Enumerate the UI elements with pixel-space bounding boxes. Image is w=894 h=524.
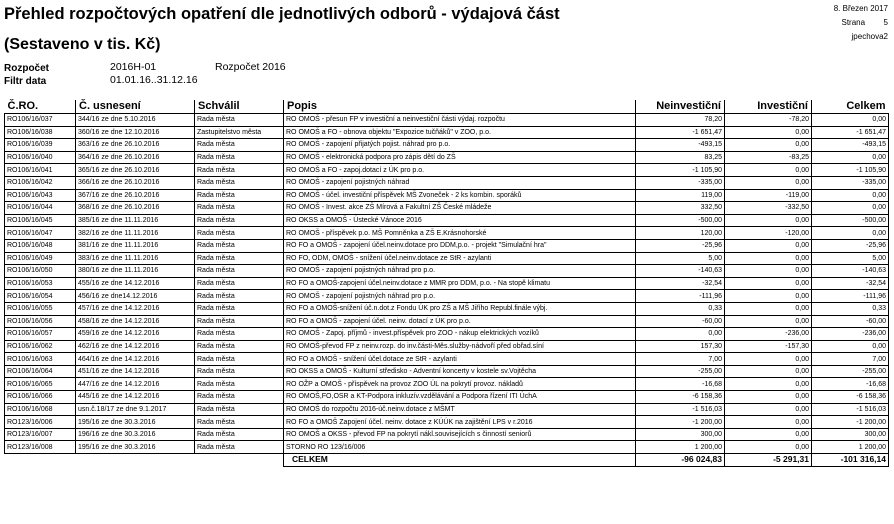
cell-noninvestment: -335,00 [636,176,725,189]
cell-resolution: 464/16 ze dne 14.12.2016 [76,353,195,366]
cell-total: -1 105,90 [812,164,889,177]
cell-ro-number: RO106/16/068 [5,403,76,416]
cell-ro-number: RO106/16/037 [5,114,76,127]
cell-investment: 0,00 [725,315,812,328]
budget-code: 2016H-01 [110,61,157,73]
cell-resolution: 364/16 ze dne 26.10.2016 [76,151,195,164]
cell-ro-number: RO106/16/044 [5,202,76,215]
cell-approved-by: Rada města [195,277,284,290]
report-user: jpechova2 [851,32,888,41]
total-row [5,454,889,467]
cell-approved-by: Rada města [195,151,284,164]
cell-description: RO OMOŠ a FO - zapoj.dotací z ÚK pro p.o. [284,164,636,177]
cell-approved-by: Rada města [195,315,284,328]
cell-ro-number: RO106/16/065 [5,378,76,391]
cell-approved-by: Rada města [195,328,284,341]
cell-approved-by: Rada města [195,290,284,303]
cell-noninvestment: 1 200,00 [636,441,725,454]
cell-total: -493,15 [812,139,889,152]
cell-description: RO OMOŠ - Zapoj. příjmů - invest.příspěvek pro ZOO - nákup elektrických vozíků [284,328,636,341]
cell-description: RO OMOŠ,FO,OSR a KT-Podpora inkluzív.vzdělávání a Podpora řízení ITI ÚchA [284,391,636,404]
cell-approved-by: Rada města [195,114,284,127]
table-body [5,114,889,467]
cell-approved-by: Rada města [195,164,284,177]
cell-description: RO FO a OMOŠ - snížení účel.dotace ze StR - azylanti [284,353,636,366]
cell-noninvestment: 157,30 [636,340,725,353]
cell-resolution: 382/16 ze dne 11.11.2016 [76,227,195,240]
cell-investment: 0,00 [725,391,812,404]
cell-description: RO OMOŠ - zapojení pojistných náhrad pro p.o. [284,290,636,303]
cell-investment: 0,00 [725,139,812,152]
cell-approved-by: Rada města [195,302,284,315]
cell-description: RO OKSS a OMOŠ - Ústecké Vánoce 2016 [284,214,636,227]
cell-ro-number: RO106/16/048 [5,239,76,252]
cell-resolution: 366/16 ze dne 26.10.2016 [76,176,195,189]
cell-resolution: 457/16 ze dne 14.12.2016 [76,302,195,315]
cell-approved-by: Rada města [195,252,284,265]
table-row [5,378,889,391]
table-row [5,441,889,454]
cell-investment: 0,00 [725,252,812,265]
cell-description: RO OMOŠ - účel. investiční příspěvek MŠ Zvoneček - 2 ks kombin. sporáků [284,189,636,202]
cell-noninvestment: -255,00 [636,365,725,378]
cell-total: -32,54 [812,277,889,290]
cell-ro-number: RO106/16/055 [5,302,76,315]
table-row [5,176,889,189]
table-row [5,302,889,315]
cell-ro-number: RO106/16/049 [5,252,76,265]
cell-description: RO OMOŠ - zapojení pojistných náhrad pro p.o. [284,265,636,278]
cell-description: RO OMOŠ-převod FP z neinv.rozp. do inv.části-Měs.služby-nádvoří před obřad.síní [284,340,636,353]
cell-noninvestment: -25,96 [636,239,725,252]
cell-noninvestment: -16,68 [636,378,725,391]
cell-ro-number: RO106/16/039 [5,139,76,152]
cell-resolution: 380/16 ze dne 11.11.2016 [76,265,195,278]
cell-description: RO OMOŠ - zapojení pojistných náhrad [284,176,636,189]
cell-investment: 0,00 [725,416,812,429]
report-date: 8. Březen 2017 [833,4,888,13]
cell-resolution: 195/16 ze dne 30.3.2016 [76,416,195,429]
cell-noninvestment: 300,00 [636,428,725,441]
cell-noninvestment: 5,00 [636,252,725,265]
budget-name: Rozpočet 2016 [215,61,286,73]
cell-noninvestment: 0,33 [636,302,725,315]
cell-noninvestment: 119,00 [636,189,725,202]
cell-description: RO OMOŠ - Invest. akce ZŠ Mírová a Fakultní ZŠ České mládeže [284,202,636,215]
col-header-description: Popis [284,100,636,114]
table-row [5,403,889,416]
cell-approved-by: Rada města [195,214,284,227]
cell-investment: 0,00 [725,214,812,227]
cell-noninvestment: -1 651,47 [636,126,725,139]
cell-investment: -120,00 [725,227,812,240]
cell-noninvestment: -111,96 [636,290,725,303]
cell-total: -6 158,36 [812,391,889,404]
cell-ro-number: RO123/16/008 [5,441,76,454]
cell-resolution: 456/16 ze dne14.12.2016 [76,290,195,303]
table-row [5,252,889,265]
table-row [5,164,889,177]
cell-approved-by: Rada města [195,340,284,353]
table-row [5,227,889,240]
total-spacer [76,454,195,467]
filter-label: Filtr data [4,76,47,87]
cell-total: -60,00 [812,315,889,328]
cell-noninvestment: -140,63 [636,265,725,278]
cell-investment: 0,00 [725,126,812,139]
cell-total: -500,00 [812,214,889,227]
cell-noninvestment: -32,54 [636,277,725,290]
cell-description: RO FO a OMOŠ-zapojení účel.neinv.dotace z MMR pro DDM, p.o. - Na stopě klimatu [284,277,636,290]
cell-total: -25,96 [812,239,889,252]
cell-resolution: 385/16 ze dne 11.11.2016 [76,214,195,227]
cell-ro-number: RO106/16/040 [5,151,76,164]
cell-total: -140,63 [812,265,889,278]
cell-ro-number: RO106/16/057 [5,328,76,341]
cell-resolution: 451/16 ze dne 14.12.2016 [76,365,195,378]
cell-ro-number: RO106/16/054 [5,290,76,303]
cell-investment: 0,00 [725,277,812,290]
cell-noninvestment: 332,50 [636,202,725,215]
cell-approved-by: Rada města [195,428,284,441]
cell-total: -335,00 [812,176,889,189]
table-row [5,315,889,328]
cell-total: 5,00 [812,252,889,265]
cell-description: RO OŽP a OMOŠ - příspěvek na provoz ZOO ÚL na pokrytí provoz. nákladů [284,378,636,391]
cell-noninvestment: 120,00 [636,227,725,240]
cell-total: -1 516,03 [812,403,889,416]
total-noninvestment: -96 024,83 [636,454,725,467]
cell-resolution: 196/16 ze dne 30.3.2016 [76,428,195,441]
cell-investment: 0,00 [725,428,812,441]
cell-noninvestment: -1 516,03 [636,403,725,416]
table-row [5,202,889,215]
cell-resolution: 445/16 ze dne 14.12.2016 [76,391,195,404]
budget-measures-table [4,100,889,467]
table-row [5,290,889,303]
cell-noninvestment: 78,20 [636,114,725,127]
cell-description: RO OMOŠ - zapojení přijatých pojist. náhrad pro p.o. [284,139,636,152]
cell-ro-number: RO106/16/045 [5,214,76,227]
cell-total: 0,33 [812,302,889,315]
cell-total: 0,00 [812,340,889,353]
cell-description: RO OMOŠ - příspěvek p.o. MŠ Pomněnka a ZŠ E.Krásnohorské [284,227,636,240]
page-subtitle: (Sestaveno v tis. Kč) [4,36,161,53]
total-sum: -101 316,14 [812,454,889,467]
cell-resolution: 360/16 ze dne 12.10.2016 [76,126,195,139]
cell-total: 0,00 [812,189,889,202]
cell-total: -1 651,47 [812,126,889,139]
cell-investment: -332,50 [725,202,812,215]
cell-noninvestment: -1 105,90 [636,164,725,177]
cell-total: 300,00 [812,428,889,441]
cell-ro-number: RO106/16/042 [5,176,76,189]
col-header-investment: Investiční [725,100,812,114]
cell-investment: -78,20 [725,114,812,127]
cell-description: RO FO a OMOŠ-snížení úč.n.dot.z Fondu ÚK pro ZŠ a MŠ Jiřího Republ.finále výbj. [284,302,636,315]
cell-resolution: usn.č.18/17 ze dne 9.1.2017 [76,403,195,416]
cell-description: RO OMOŠ do rozpočtu 2016-úč.neinv.dotace z MŠMT [284,403,636,416]
cell-approved-by: Rada města [195,176,284,189]
table-row [5,214,889,227]
cell-approved-by: Rada města [195,189,284,202]
col-header-noninvestment: Neinvestiční [636,100,725,114]
col-header-resolution: Č. usnesení [76,100,195,114]
cell-ro-number: RO106/16/066 [5,391,76,404]
cell-ro-number: RO106/16/056 [5,315,76,328]
cell-investment: 0,00 [725,239,812,252]
cell-total: -111,96 [812,290,889,303]
table-row [5,428,889,441]
cell-ro-number: RO106/16/053 [5,277,76,290]
table-header-row [5,100,889,114]
cell-total: 0,00 [812,227,889,240]
cell-investment: 0,00 [725,290,812,303]
cell-approved-by: Rada města [195,353,284,366]
table-row [5,189,889,202]
filter-value: 01.01.16..31.12.16 [110,74,198,86]
cell-investment: -83,25 [725,151,812,164]
cell-noninvestment: -1 200,00 [636,416,725,429]
cell-resolution: 368/16 ze dne 26.10.2016 [76,202,195,215]
cell-noninvestment: 0,00 [636,328,725,341]
cell-total: 1 200,00 [812,441,889,454]
cell-noninvestment: -500,00 [636,214,725,227]
cell-total: -255,00 [812,365,889,378]
cell-description: RO OMOŠ a FO - obnova objektu "Expozice tučňáků" v ZOO, p.o. [284,126,636,139]
table-row [5,265,889,278]
cell-approved-by: Rada města [195,378,284,391]
table-row [5,126,889,139]
total-spacer [5,454,76,467]
cell-description: RO OMOŠ - přesun FP v investiční a neinvestiční části výdaj. rozpočtu [284,114,636,127]
cell-ro-number: RO106/16/064 [5,365,76,378]
cell-approved-by: Rada města [195,265,284,278]
cell-ro-number: RO123/16/006 [5,416,76,429]
cell-total: 0,00 [812,114,889,127]
cell-resolution: 447/16 ze dne 14.12.2016 [76,378,195,391]
cell-approved-by: Rada města [195,403,284,416]
cell-investment: 0,00 [725,441,812,454]
page-title: Přehled rozpočtových opatření dle jednotlivých odborů - výdajová část [4,5,560,23]
cell-noninvestment: 7,00 [636,353,725,366]
table-row [5,416,889,429]
cell-approved-by: Rada města [195,139,284,152]
cell-description: RO OMOŠ - elektronická podpora pro zápis dětí do ZŠ [284,151,636,164]
cell-ro-number: RO106/16/063 [5,353,76,366]
cell-total: 0,00 [812,202,889,215]
cell-description: RO FO a OMOŠ - zapojení účel. neinv. dotací z ÚK pro p.o. [284,315,636,328]
cell-description: RO OKSS a OMOŠ - Kulturní středisko - Adventní koncerty v kostele sv.Vojtěcha [284,365,636,378]
table-row [5,340,889,353]
cell-ro-number: RO106/16/041 [5,164,76,177]
cell-total: -16,68 [812,378,889,391]
page-number: 5 [883,18,888,27]
cell-description: RO FO a OMOŠ - zapojení účel.neinv.dotace pro DDM,p.o. - projekt "Simulační hra" [284,239,636,252]
cell-approved-by: Rada města [195,416,284,429]
cell-description: RO OMOŠ a OKSS - převod FP na pokrytí nákl.souvisejících s činností seniorů [284,428,636,441]
cell-approved-by: Rada města [195,239,284,252]
cell-ro-number: RO106/16/043 [5,189,76,202]
cell-investment: -119,00 [725,189,812,202]
cell-investment: 0,00 [725,164,812,177]
cell-description: RO FO a OMOŠ Zapojení účel. neinv. dotace z KÚÚK na zajištění LPS v r.2016 [284,416,636,429]
budget-label: Rozpočet [4,63,49,74]
cell-investment: 0,00 [725,365,812,378]
cell-resolution: 365/16 ze dne 26.10.2016 [76,164,195,177]
cell-total: 7,00 [812,353,889,366]
cell-investment: -157,30 [725,340,812,353]
cell-investment: 0,00 [725,265,812,278]
cell-resolution: 462/16 ze dne 14.12.2016 [76,340,195,353]
cell-description: RO FO, ODM, OMOŠ - snížení účel.neinv.dotace ze StR - azylanti [284,252,636,265]
cell-investment: 0,00 [725,302,812,315]
table-row [5,239,889,252]
cell-noninvestment: -493,15 [636,139,725,152]
table-row [5,151,889,164]
table-row [5,139,889,152]
cell-resolution: 459/16 ze dne 14.12.2016 [76,328,195,341]
cell-approved-by: Rada města [195,227,284,240]
cell-ro-number: RO106/16/047 [5,227,76,240]
table-row [5,353,889,366]
cell-total: -236,00 [812,328,889,341]
col-header-total: Celkem [812,100,889,114]
cell-investment: 0,00 [725,403,812,416]
cell-resolution: 458/16 ze dne 14.12.2016 [76,315,195,328]
total-investment: -5 291,31 [725,454,812,467]
cell-noninvestment: -6 158,36 [636,391,725,404]
cell-approved-by: Zastupitelstvo města [195,126,284,139]
cell-ro-number: RO106/16/050 [5,265,76,278]
cell-investment: 0,00 [725,378,812,391]
table-row [5,391,889,404]
cell-investment: 0,00 [725,353,812,366]
total-label: CELKEM [284,454,636,467]
table-row [5,328,889,341]
col-header-ro: Č.RO. [5,100,76,114]
cell-ro-number: RO123/16/007 [5,428,76,441]
cell-ro-number: RO106/16/038 [5,126,76,139]
cell-investment: -236,00 [725,328,812,341]
cell-approved-by: Rada města [195,441,284,454]
table-row [5,277,889,290]
cell-resolution: 363/16 ze dne 26.10.2016 [76,139,195,152]
table-row [5,365,889,378]
cell-total: -1 200,00 [812,416,889,429]
cell-ro-number: RO106/16/062 [5,340,76,353]
col-header-approved-by: Schválil [195,100,284,114]
cell-resolution: 381/16 ze dne 11.11.2016 [76,239,195,252]
cell-approved-by: Rada města [195,202,284,215]
page-indicator [842,18,889,27]
cell-resolution: 455/16 ze dne 14.12.2016 [76,277,195,290]
cell-total: 0,00 [812,151,889,164]
cell-approved-by: Rada města [195,365,284,378]
table-row [5,114,889,127]
cell-noninvestment: -60,00 [636,315,725,328]
cell-resolution: 195/16 ze dne 30.3.2016 [76,441,195,454]
cell-investment: 0,00 [725,176,812,189]
cell-description: STORNO RO 123/16/006 [284,441,636,454]
page-label: Strana [841,18,866,27]
cell-approved-by: Rada města [195,391,284,404]
cell-resolution: 344/16 ze dne 5.10.2016 [76,114,195,127]
total-spacer [195,454,284,467]
cell-resolution: 367/16 ze dne 26.10.2016 [76,189,195,202]
cell-resolution: 383/16 ze dne 11.11.2016 [76,252,195,265]
cell-noninvestment: 83,25 [636,151,725,164]
